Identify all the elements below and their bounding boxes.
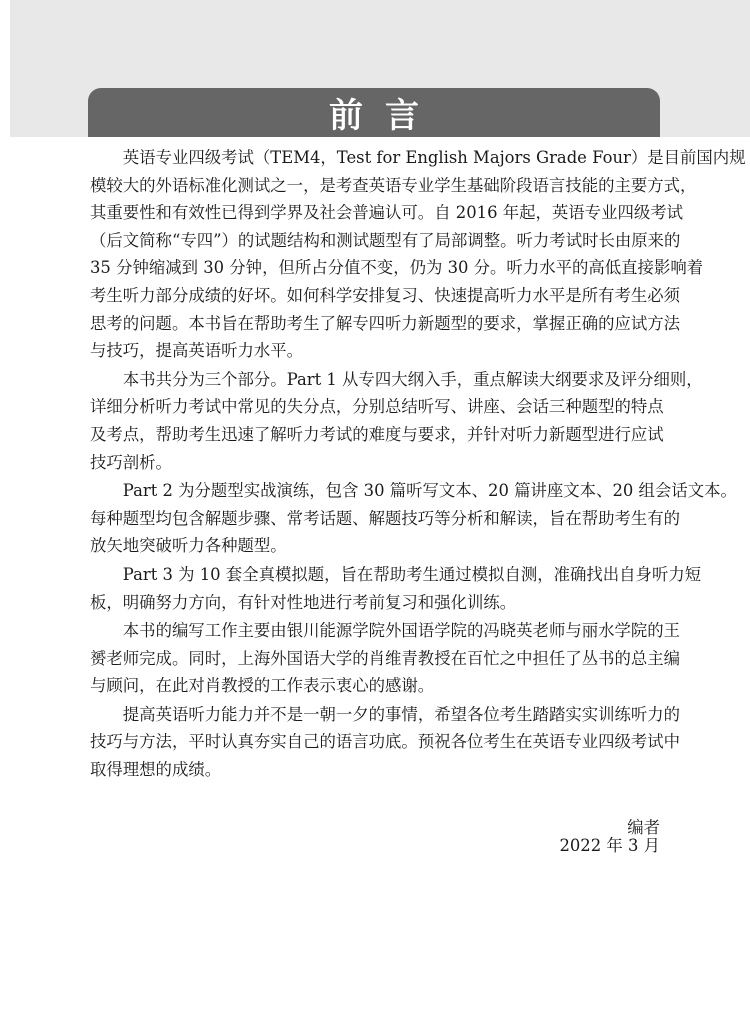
paragraph <box>90 477 737 560</box>
text-line: 其重要性和有效性已得到学界及社会普遍认可。自 2016 年起，英语专业四级考试 <box>90 203 684 223</box>
chapter-title-tab <box>88 88 660 137</box>
paragraph <box>90 617 681 700</box>
text-line: 及考点，帮助考生迅速了解听力考试的难度与要求，并针对听力新题型进行应试 <box>90 424 664 444</box>
text-line: 35 分钟缩减到 30 分钟，但所占分值不变，仍为 30 分。听力水平的高低直接影响着 <box>90 258 704 278</box>
text-line: 技巧剖析。 <box>90 452 172 472</box>
text-line: 考生听力部分成绩的好坏。如何科学安排复习、快速提高听力水平是所有考生必须 <box>90 285 681 305</box>
text-line: Part 3 为 10 套全真模拟题，旨在帮助考生通过模拟自测，准确找出自身听力短 <box>122 564 702 584</box>
text-line: Part 2 为分题型实战演练，包含 30 篇听写文本、20 篇讲座文本、20 组会话文本。 <box>122 481 737 501</box>
text-line: 放矢地突破听力各种题型。 <box>90 536 287 556</box>
paragraph <box>90 561 702 616</box>
page-title: 前言 <box>329 96 441 136</box>
text-line: 本书的编写工作主要由银川能源学院外国语学院的冯晓英老师与丽水学院的王 <box>122 621 681 641</box>
paragraph <box>90 366 703 476</box>
paragraph <box>90 144 746 365</box>
text-line: 模较大的外语标准化测试之一，是考查英语专业学生基础阶段语言技能的主要方式， <box>90 175 697 195</box>
text-line: 赟老师完成。同时，上海外国语大学的肖维青教授在百忙之中担任了丛书的总主编 <box>90 648 681 668</box>
text-line: （后文简称“专四”）的试题结构和测试题型有了局部调整。听力考试时长由原来的 <box>90 230 681 250</box>
signature-date: 2022 年 3 月 <box>559 836 660 855</box>
preface-body <box>90 144 746 785</box>
text-line: 取得理想的成绩。 <box>90 760 222 780</box>
paragraph <box>90 701 681 784</box>
text-line: 与顾问，在此对肖教授的工作表示衷心的感谢。 <box>90 676 435 696</box>
text-line: 板，明确努力方向，有针对性地进行考前复习和强化训练。 <box>90 592 517 612</box>
text-line: 技巧与方法，平时认真夯实自己的语言功底。预祝各位考生在英语专业四级考试中 <box>90 732 681 752</box>
text-line: 与技巧，提高英语听力水平。 <box>90 341 304 361</box>
text-line: 提高英语听力能力并不是一朝一夕的事情，希望各位考生踏踏实实训练听力的 <box>122 704 681 724</box>
text-line: 每种题型均包含解题步骤、常考话题、解题技巧等分析和解读，旨在帮助考生有的 <box>90 508 681 528</box>
text-line: 本书共分为三个部分。Part 1 从专四大纲入手，重点解读大纲要求及评分细则， <box>122 369 703 389</box>
text-line: 详细分析听力考试中常见的失分点，分别总结听写、讲座、会话三种题型的特点 <box>90 397 664 417</box>
signature-author: 编者 <box>627 818 660 837</box>
text-line: 英语专业四级考试（TEM4，Test for English Majors Grade Four）是目前国内规 <box>122 148 746 167</box>
text-line: 思考的问题。本书旨在帮助考生了解专四听力新题型的要求，掌握正确的应试方法 <box>90 313 681 333</box>
